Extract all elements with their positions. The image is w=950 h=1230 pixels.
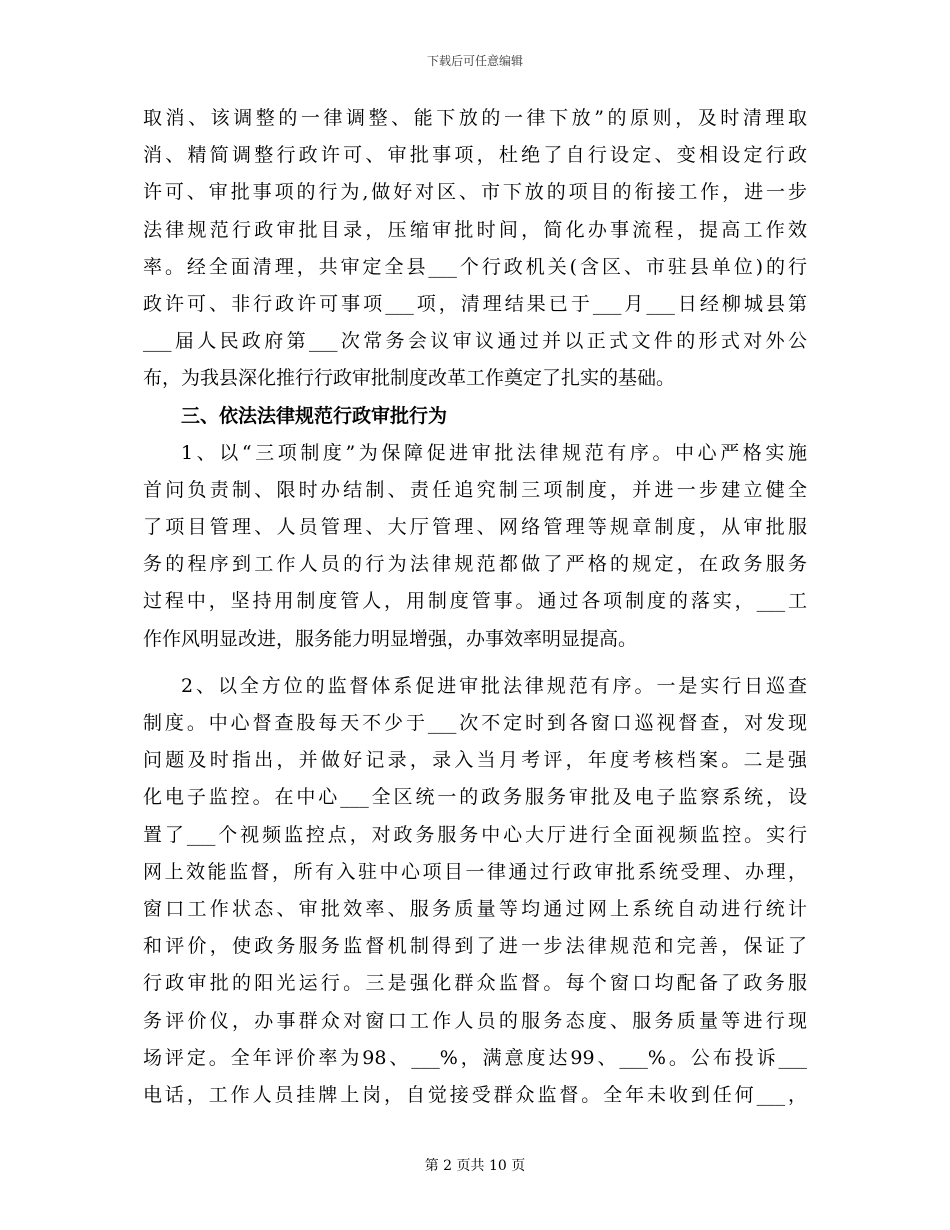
text-line: 置了___个视频监控点，对政务服务中心大厅进行全面视频监控。实行 [143,823,807,846]
text-line: 1、以“三项制度”为保障促进审批法律规范有序。中心严格实施 [181,441,807,464]
text-line: 许可、审批事项的行为,做好对区、市下放的项目的衔接工作，进一步 [143,181,807,204]
text-line: 电话，工作人员挂牌上岗，自觉接受群众监督。全年未收到任何___， [143,1083,807,1106]
text-line: 法律规范行政审批目录，压缩审批时间，简化办事流程，提高工作效 [143,218,807,241]
text-line: 政许可、非行政许可事项___项，清理结果已于___月___日经柳城县第 [143,292,807,315]
document-body [143,100,807,1114]
text-line: 首问负责制、限时办结制、责任追究制三项制度，并进一步建立健全 [143,478,807,501]
text-line: 率。经全面清理，共审定全县___个行政机关(含区、市驻县单位)的行 [143,255,807,278]
text-line: 布，为我县深化推行行政审批制度改革工作奠定了扎实的基础。 [143,367,676,390]
text-line: 作作风明显改进，服务能力明显增强，办事效率明显提高。 [143,627,638,650]
text-line: 2、以全方位的监督体系促进审批法律规范有序。一是实行日巡查 [181,674,807,697]
text-line: 窗口工作状态、审批效率、服务质量等均通过网上系统自动进行统计 [143,897,807,920]
page-header: 下载后可任意编辑 [426,54,523,68]
text-line: 和评价，使政务服务监督机制得到了进一步法律规范和完善，保证了 [143,935,807,958]
text-line: 网上效能监督，所有入驻中心项目一律通过行政审批系统受理、办理， [143,860,807,883]
text-line: 行政审批的阳光运行。三是强化群众监督。每个窗口均配备了政务服 [143,972,807,995]
text-line: 务评价仪，办事群众对窗口工作人员的服务态度、服务质量等进行现 [143,1009,807,1032]
section-heading: 三、依法法律规范行政审批行为 [181,404,448,427]
text-line: 过程中，坚持用制度管人，用制度管事。通过各项制度的落实，___工 [143,590,807,613]
text-line: 化电子监控。在中心___全区统一的政务服务审批及电子监察系统，设 [143,786,807,809]
text-line: ___届人民政府第___次常务会议审议通过并以正式文件的形式对外公 [143,330,807,353]
text-line: 取消、该调整的一律调整、能下放的一律下放”的原则，及时清理取 [143,107,807,129]
text-line: 消、精简调整行政许可、审批事项，杜绝了自行设定、变相设定行政 [143,144,807,167]
text-line: 问题及时指出，并做好记录，录入当月考评，年度考核档案。二是强 [143,749,807,772]
text-line: 制度。中心督查股每天不少于___次不定时到各窗口巡视督查，对发现 [143,712,807,734]
page-footer: 第 2 页共 10 页 [424,1158,526,1174]
text-line: 场评定。全年评价率为98、___%，满意度达99、___%。公布投诉___ [143,1046,807,1069]
text-line: 务的程序到工作人员的行为法律规范都做了严格的规定，在政务服务 [143,553,807,576]
text-line: 了项目管理、人员管理、大厅管理、网络管理等规章制度，从审批服 [143,516,807,539]
